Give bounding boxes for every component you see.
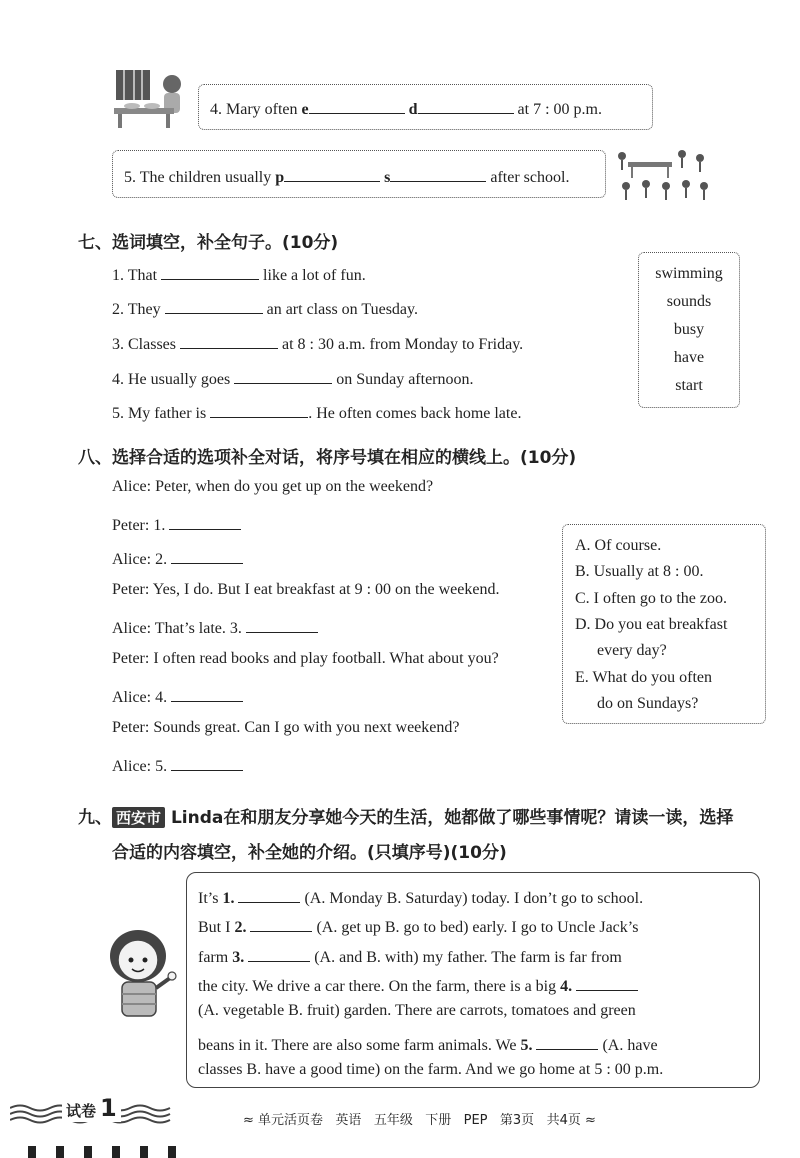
section8-heading: 八、选择合适的选项补全对话，将序号填在相应的横线上。(10分) xyxy=(78,448,577,468)
dialogue-blank-2[interactable] xyxy=(171,546,243,564)
passage-text: (A. and B. with) my father. The farm is far from xyxy=(314,949,622,966)
dialogue-text: Alice: 4. xyxy=(112,689,168,706)
passage-text: (A. have xyxy=(602,1037,658,1054)
passage-blank-5[interactable] xyxy=(536,1032,598,1050)
passage-num: 5. xyxy=(520,1037,533,1054)
dialogue-blank-3[interactable] xyxy=(246,615,318,633)
passage-text: the city. We drive a car there. On the farm, there is a big xyxy=(198,978,561,995)
q5-line xyxy=(124,164,569,187)
passage-blank-4[interactable] xyxy=(576,973,638,991)
q4-prefix: 4. Mary often xyxy=(210,101,298,118)
s7-text-a-5: My father is xyxy=(128,405,207,422)
q4-letter-1: e xyxy=(301,101,309,118)
passage-line: (A. vegetable B. fruit) garden. There are carrots, tomatoes and green xyxy=(198,1002,636,1019)
q4-blank-2[interactable] xyxy=(418,96,514,114)
dialogue-line: Peter: Yes, I do. But I eat breakfast at 9 : 00 on the weekend. xyxy=(112,581,500,598)
passage-line: classes B. have a good time) on the farm. And we go home at 5 : 00 p.m. xyxy=(198,1061,664,1078)
s7-num-4: 4. xyxy=(112,371,124,388)
q4-line xyxy=(210,96,602,119)
s7-blank-1[interactable] xyxy=(161,262,259,280)
passage-line xyxy=(198,914,638,937)
passage-blank-2[interactable] xyxy=(250,914,312,932)
passage-line xyxy=(198,1032,658,1055)
word-bank-item: start xyxy=(675,377,703,394)
s7-blank-3[interactable] xyxy=(180,331,278,349)
section9-heading-text: Linda在和朋友分享她今天的生活，她都做了哪些事情呢？请读一读，选择 xyxy=(170,808,734,828)
option-c: C. I often go to the zoo. xyxy=(575,590,727,607)
section9-num: 九、 xyxy=(78,808,112,828)
s7-blank-5[interactable] xyxy=(210,400,308,418)
paper-label-text: 试卷 xyxy=(66,1102,97,1120)
passage-num: 1. xyxy=(222,890,235,907)
dialogue-line xyxy=(112,546,243,569)
q5-suffix: after school. xyxy=(490,169,570,186)
passage-text: farm xyxy=(198,949,233,966)
passage-text: (A. Monday B. Saturday) today. I don’t go to school. xyxy=(304,890,644,907)
dialogue-blank-1[interactable] xyxy=(169,512,241,530)
passage-num: 3. xyxy=(232,949,245,966)
option-b: B. Usually at 8 : 00. xyxy=(575,563,704,580)
section9-heading xyxy=(78,803,733,828)
passage-blank-3[interactable] xyxy=(248,944,310,962)
s7-text-b-3: at 8 : 30 a.m. from Monday to Friday. xyxy=(282,336,524,353)
s7-num-5: 5. xyxy=(112,405,124,422)
footer-info: ≈ 单元活页卷 英语 五年级 下册 PEP 第3页 共4页 ≈ xyxy=(243,1113,596,1128)
options-box xyxy=(562,524,766,724)
q5-blank-2[interactable] xyxy=(390,164,486,182)
word-bank-item: have xyxy=(673,349,705,366)
paper-label xyxy=(62,1094,121,1122)
passage-num: 2. xyxy=(234,919,247,936)
children-playing-illustration xyxy=(612,148,712,204)
passage-num: 4. xyxy=(560,978,573,995)
s7-blank-4[interactable] xyxy=(234,366,332,384)
passage-line xyxy=(198,885,643,908)
s7-num-2: 2. xyxy=(112,301,124,318)
word-bank-item: swimming xyxy=(655,265,723,282)
s7-item-1 xyxy=(112,262,366,285)
s7-text-b-1: like a lot of fun. xyxy=(263,267,366,284)
q4-suffix: at 7 : 00 p.m. xyxy=(517,101,602,118)
dialogue-text: Alice: 2. xyxy=(112,551,168,568)
option-d-cont: every day? xyxy=(597,642,667,659)
word-bank-item: sounds xyxy=(666,293,712,310)
s7-text-b-4: on Sunday afternoon. xyxy=(336,371,474,388)
passage-blank-1[interactable] xyxy=(238,885,300,903)
dialogue-blank-5[interactable] xyxy=(171,753,243,771)
word-bank-item: busy xyxy=(673,321,705,338)
s7-text-a-2: They xyxy=(127,301,161,318)
q5-letter-2: s xyxy=(384,169,391,186)
s7-text-a-3: Classes xyxy=(128,336,176,353)
s7-item-2 xyxy=(112,296,418,319)
s7-text-a-4: He usually goes xyxy=(128,371,231,388)
option-a: A. Of course. xyxy=(575,537,662,554)
dialogue-text: Alice: That’s late. 3. xyxy=(112,620,242,637)
option-d: D. Do you eat breakfast xyxy=(575,616,728,633)
q5-blank-1[interactable] xyxy=(284,164,380,182)
dialogue-line: Alice: Peter, when do you get up on the weekend? xyxy=(112,478,434,495)
dialogue-line: Peter: I often read books and play football. What about you? xyxy=(112,650,499,667)
footer-tabs xyxy=(28,1142,188,1158)
option-e-cont: do on Sundays? xyxy=(597,695,699,712)
option-e: E. What do you often xyxy=(575,669,713,686)
q5-letter-1: p xyxy=(275,169,285,186)
s7-item-3 xyxy=(112,331,523,354)
q4-letter-2: d xyxy=(408,101,418,118)
s7-blank-2[interactable] xyxy=(165,296,263,314)
dialogue-line xyxy=(112,684,243,707)
q4-blank-1[interactable] xyxy=(309,96,405,114)
dialogue-text: Peter: 1. xyxy=(112,517,166,534)
dialogue-line: Peter: Sounds great. Can I go with you next weekend? xyxy=(112,719,460,736)
passage-text: But I xyxy=(198,919,235,936)
s7-text-b-5: . He often comes back home late. xyxy=(308,405,522,422)
passage-text: (A. get up B. go to bed) early. I go to Uncle Jack’s xyxy=(316,919,639,936)
section9-heading-line2: 合适的内容填空，补全她的介绍。(只填序号)(10分) xyxy=(112,843,507,863)
section7-heading: 七、选词填空，补全句子。(10分) xyxy=(78,233,339,253)
q5-prefix: 5. The children usually xyxy=(124,169,272,186)
s7-num-1: 1. xyxy=(112,267,124,284)
dialogue-line xyxy=(112,512,241,535)
girl-illustration xyxy=(104,922,180,1022)
passage-text: It’s xyxy=(198,890,223,907)
passage-text: beans in it. There are also some farm animals. We xyxy=(198,1037,521,1054)
word-bank-box xyxy=(638,252,740,408)
s7-text-b-2: an art class on Tuesday. xyxy=(266,301,418,318)
s7-item-5 xyxy=(112,400,521,423)
dialogue-blank-4[interactable] xyxy=(171,684,243,702)
passage-line xyxy=(198,944,622,967)
s7-item-4 xyxy=(112,366,474,389)
dialogue-line xyxy=(112,753,243,776)
dialogue-line xyxy=(112,615,318,638)
city-tag: 西安市 xyxy=(112,807,165,828)
s7-num-3: 3. xyxy=(112,336,124,353)
dialogue-text: Alice: 5. xyxy=(112,758,168,775)
paper-number: 1 xyxy=(100,1094,117,1122)
passage-line xyxy=(198,973,638,996)
dining-illustration xyxy=(112,66,188,130)
s7-text-a-1: That xyxy=(127,267,158,284)
